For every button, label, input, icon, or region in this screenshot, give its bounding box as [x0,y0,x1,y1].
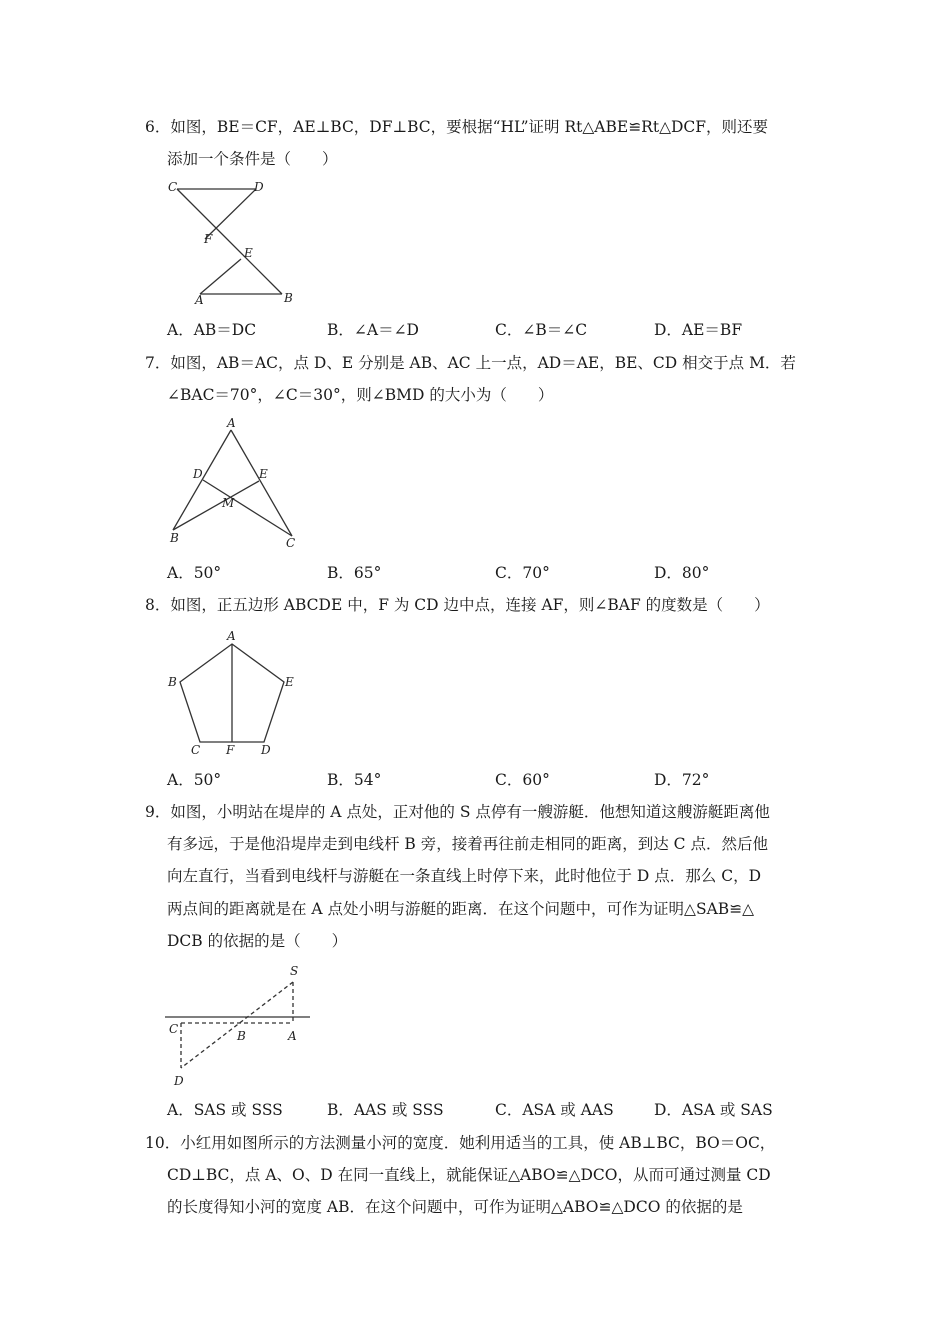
q7-label-m: M [222,496,235,510]
q7-label-e: E [259,467,268,481]
q9-label-b: B [237,1029,246,1043]
q6-option-a: A．AB＝DC [167,321,257,339]
q9-label-d: D [174,1074,184,1088]
q9-segment-sd [181,982,293,1068]
q9-label-s: S [290,964,299,978]
q7-line-2: ∠BAC＝70°，∠C＝30°，则∠BMD 的大小为（ ） [167,386,554,404]
q9-line-2: 有多远，于是他沿堤岸走到电线杆 B 旁，接着再往前走相同的距离，到达 C 点．然后他 [167,835,768,853]
q6-segment-ea [200,259,241,294]
q8-option-b: B．54° [327,771,382,789]
q8-option-a: A．50° [167,771,222,789]
q7-label-b: B [170,531,179,545]
q7-option-b: B．65° [327,564,382,582]
q10-line-3: 的长度得知小河的宽度 AB．在这个问题中，可作为证明△ABO≌△DCO 的依据的是 [167,1198,743,1216]
q10-line-1: 10．小红用如图所示的方法测量小河的宽度．她利用适当的工具，使 AB⊥BC，BO＝OC， [145,1134,776,1152]
q9-option-a: A．SAS 或 SSS [167,1101,283,1119]
q6-label-d: D [254,180,264,194]
q9-label-a: A [288,1029,297,1043]
q9-option-d: D．ASA 或 SAS [654,1101,773,1119]
q7-segment-cd [203,480,292,536]
q8-label-d: D [261,743,271,757]
q7-label-d: D [193,467,203,481]
q7-option-c: C．70° [495,564,550,582]
q6-line-2: 添加一个条件是（ ） [167,150,338,168]
q7-label-c: C [286,536,296,550]
q6-figure [160,178,300,308]
q9-line-5: DCB 的依据的是（ ） [167,932,348,950]
q6-label-e: E [244,246,253,260]
q6-label-a: A [195,293,204,307]
q8-label-c: C [191,743,201,757]
q7-option-a: A．50° [167,564,222,582]
q9-option-c: C．ASA 或 AAS [495,1101,614,1119]
q8-option-c: C．60° [495,771,550,789]
q6-label-f: F [204,232,213,246]
q8-label-e: E [285,675,294,689]
q7-figure [160,415,310,555]
q8-label-f: F [226,743,235,757]
q6-option-d: D．AE＝BF [654,321,743,339]
q8-figure [160,625,310,760]
q6-option-c: C．∠B＝∠C [495,321,588,339]
q9-option-b: B．AAS 或 SSS [327,1101,444,1119]
q9-figure [160,960,320,1090]
q6-label-c: C [168,180,178,194]
q8-label-b: B [168,675,177,689]
q7-label-a: A [227,416,236,430]
q6-segment-cb [177,189,282,294]
q10-line-2: CD⊥BC，点 A、O、D 在同一直线上，就能保证△ABO≌△DCO，从而可通过测量 CD [167,1166,771,1184]
q8-label-a: A [227,629,236,643]
q9-line-3: 向左直行，当看到电线杆与游艇在一条直线上时停下来，此时他位于 D 点．那么 C，D [167,867,761,885]
q6-line-1: 6．如图，BE＝CF，AE⊥BC，DF⊥BC，要根据“HL”证明 Rt△ABE≌Rt△DCF，则还要 [145,118,769,136]
q7-segment-ac [231,430,292,536]
q9-label-c: C [169,1022,179,1036]
q7-option-d: D．80° [654,564,710,582]
q8-option-d: D．72° [654,771,710,789]
q6-segment-da [205,189,256,239]
q6-option-b: B．∠A＝∠D [327,321,419,339]
q6-label-b: B [284,291,293,305]
q7-line-1: 7．如图，AB＝AC，点 D、E 分别是 AB、AC 上一点，AD＝AE，BE、CD 相交于点 M．若 [145,354,796,372]
q9-line-1: 9．如图，小明站在堤岸的 A 点处，正对他的 S 点停有一艘游艇．他想知道这艘游艇距离他 [145,803,770,821]
q9-line-4: 两点间的距离就是在 A 点处小明与游艇的距离．在这个问题中，可作为证明△SAB≌△ [167,900,755,918]
q8-line-1: 8．如图，正五边形 ABCDE 中，F 为 CD 边中点，连接 AF，则∠BAF 的度数是（ ） [145,596,770,614]
